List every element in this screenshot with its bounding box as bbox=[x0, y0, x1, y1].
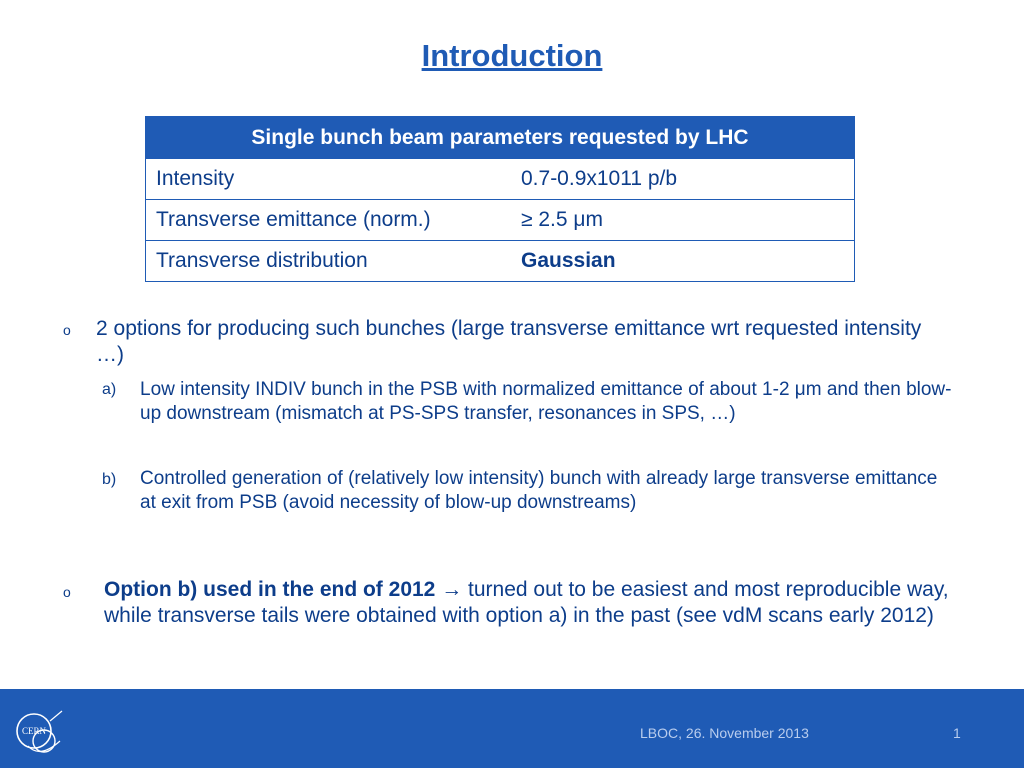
bullet-bold-text: Option b) used in the end of 2012 bbox=[104, 578, 436, 601]
sub-bullet-text: Controlled generation of (relatively low intensity) bunch with already large transverse emittance at exit from PSB (avoid necessity of blow-up downstreams) bbox=[140, 468, 938, 513]
table-header: Single bunch beam parameters requested by LHC bbox=[146, 117, 855, 159]
sub-bullet-marker: b) bbox=[102, 471, 117, 488]
cern-logo bbox=[10, 701, 70, 761]
logo-text: CERN bbox=[21, 726, 47, 736]
row-value-emittance: ≥ 2.5 μm bbox=[511, 200, 855, 241]
row-value-intensity: 0.7-0.9x1011 p/b bbox=[511, 159, 855, 200]
table-header-row bbox=[146, 117, 855, 159]
page-number: 1 bbox=[953, 725, 961, 741]
sub-bullet-marker: a) bbox=[102, 381, 117, 398]
beam-parameters-table bbox=[145, 116, 855, 282]
bullet-marker: o bbox=[63, 584, 71, 600]
table-row bbox=[146, 241, 855, 282]
arrow-icon: → bbox=[441, 578, 463, 601]
bullet-text-rest: turned out to be easiest and most reproducible way, while transverse tails were obtained with option a) in the past (see vdM scans early 2012) bbox=[104, 578, 949, 627]
sub-bullet-text: Low intensity INDIV bunch in the PSB with normalized emittance of about 1-2 μm and then blow-up downstream (mismatch at PS-SPS transfer, resonances in SPS, …) bbox=[140, 379, 952, 424]
footer-event: LBOC, 26. November 2013 bbox=[640, 725, 809, 741]
bullet-marker: o bbox=[63, 322, 71, 338]
table-row bbox=[146, 200, 855, 241]
slide-title: Introduction bbox=[421, 38, 603, 73]
row-label-intensity: Intensity bbox=[146, 159, 512, 200]
bullet-text bbox=[104, 577, 964, 629]
table-row bbox=[146, 159, 855, 200]
bullet-text: 2 options for producing such bunches (large transverse emittance wrt requested intensity …) bbox=[96, 317, 922, 366]
footer-bar bbox=[0, 689, 1024, 768]
row-value-distribution: Gaussian bbox=[511, 241, 855, 282]
row-label-distribution: Transverse distribution bbox=[146, 241, 512, 282]
row-label-emittance: Transverse emittance (norm.) bbox=[146, 200, 512, 241]
